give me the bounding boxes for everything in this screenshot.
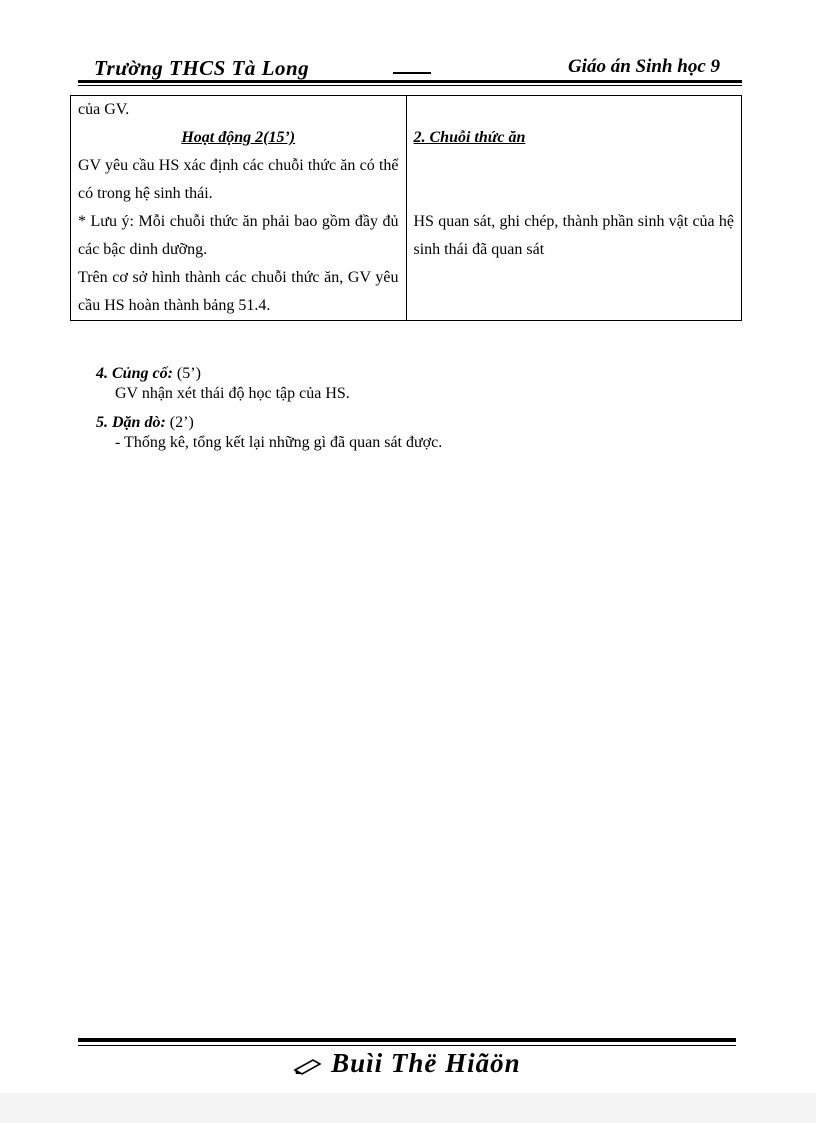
header-rule-thin [78,85,742,86]
footer-rule [78,1038,736,1042]
consolidation-time: (5’) [172,365,201,382]
spacer [414,96,735,124]
consolidation-text: GV nhận xét thái độ học tập của HS. [115,385,350,402]
note-paragraph: * Lưu ý: Mỗi chuỗi thức ăn phải bao gồm đầy đủ các bậc dinh dưỡng. [78,213,399,258]
author-name: Buìi Thë Hiãön [331,1048,521,1078]
spacer [414,180,735,208]
page-bottom-strip [0,1093,816,1123]
continued-line: của GV. [78,101,130,118]
school-name: Trường THCS Tà Long [94,56,310,80]
lesson-closing [96,364,442,453]
document-title: Giáo án Sinh học 9 [567,56,720,77]
page-header [78,52,742,82]
header-rule [78,80,742,83]
table-row [71,96,742,321]
teacher-activity-cell [71,96,407,321]
header-divider-mark [393,52,431,74]
activity-title: Hoạt động 2(15’) [181,129,296,146]
student-paragraph: HS quan sát, ghi chép, thành phần sinh vật của hệ sinh thái đã quan sát [413,213,734,258]
lesson-table [70,95,742,321]
homework-label: 5. Dặn dò: [96,414,166,431]
section-title: 2. Chuỗi thức ăn [413,129,526,146]
spacer [414,152,735,180]
student-activity-cell [406,96,742,321]
homework-heading [96,413,442,433]
activity-paragraph: GV yêu cầu HS xác định các chuỗi thức ăn có thể có trong hệ sinh thái. [78,157,399,202]
page-footer [78,1038,736,1078]
consolidation-heading [96,364,442,384]
consolidation-label: 4. Củng cố: [96,365,173,382]
activity-paragraph: Trên cơ sở hình thành các chuỗi thức ăn, GV yêu cầu HS hoàn thành bảng 51.4. [78,269,399,314]
pencil-icon [293,1056,323,1076]
homework-text: - Thống kê, tổng kết lại những gì đã quan sát được. [115,434,443,451]
footer-rule-thin [78,1045,736,1046]
homework-time: (2’) [165,414,194,431]
